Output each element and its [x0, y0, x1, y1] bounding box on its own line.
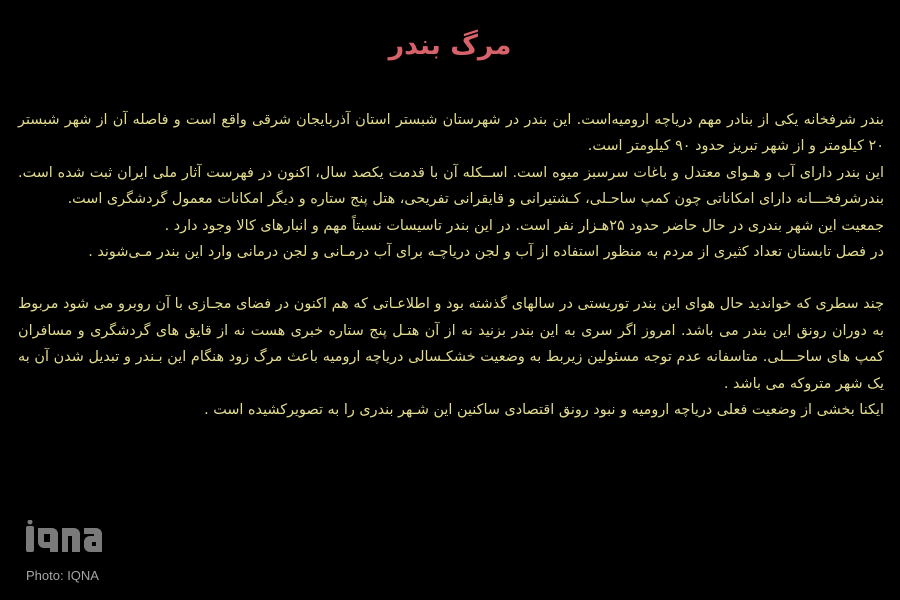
paragraph-climate: این بندر دارای آب و هـوای معتدل و باغات سرسبز میوه است. اســکله آن با قدمت یکصد سال، اکنون در فهرست آثار ملی ایران ثبت شده است. بندرشرفخـــانه دارای امکاناتی چون کمپ ساحـلی، کـشتیرانی و قایقرانی تفریحی، هتل پنج ستاره و دیگر امکانات معمول گردشگری است. — [18, 164, 884, 208]
photo-credit: Photo: IQNA — [26, 568, 99, 583]
paragraph-summer: در فصل تابستان تعداد کثیری از مردم به منظور استفاده از آب و لجن دریاچـه برای آب درمـانی و لجن درمانی وارد این بندر مـی‌شوند . — [88, 244, 884, 261]
logo-text: iqna — [62, 555, 66, 556]
paragraph-gap — [18, 265, 884, 291]
page-title: مرگ بندر — [388, 30, 512, 61]
paragraph-location: بندر شرفخانه یکی از بنادر مهم دریاچه ارومیه‌است. این بندر در شهرستان شبستر استان آذربایجان شرقی واقع است و فاصله آن از شهر شبستر ۲۰ کیلومتر و از شهر تبریز حدود ۹۰ کیلومتر است. — [18, 112, 884, 155]
paragraph-population: جمعیت این شهر بندری در حال حاضر حدود ۲۵هـزار نفر است. در این بندر تاسیسات نسبتاً مهم و انبارهای کالا وجود دارد . — [164, 217, 884, 234]
iqna-logo-icon — [26, 520, 102, 556]
paragraph-decline: چند سطری که خواندید حال هوای این بندر توریستی در سالهای گذشته بود و اطلاعـاتی که هم اکنون در فضای مجـازی با آن روبرو می شود مربوط به دوران رونق این بندر می باشد. امروز اگر سری به این بندر بزنید نه از آن هتـل پنج ستاره خبری هست نه از قایق های گردشگری و مسافران کمپ های ساحـــلی. متاسفانه عدم توجه مسئولین زیربط به وضعیت خشکـسالی دریاچه ارومیه باعث مرگ زود هنگام این بـندر و تبدیل شدن آن به یک شهر متروکه می باشد . — [18, 296, 884, 392]
article-body — [18, 107, 884, 423]
paragraph-iqna: ایکنا بخشی از وضعیت فعلی دریاچه ارومیه و نبود رونق اقتصادی ساکنین این شـهر بندری را به تصویرکشیده است . — [204, 402, 884, 419]
